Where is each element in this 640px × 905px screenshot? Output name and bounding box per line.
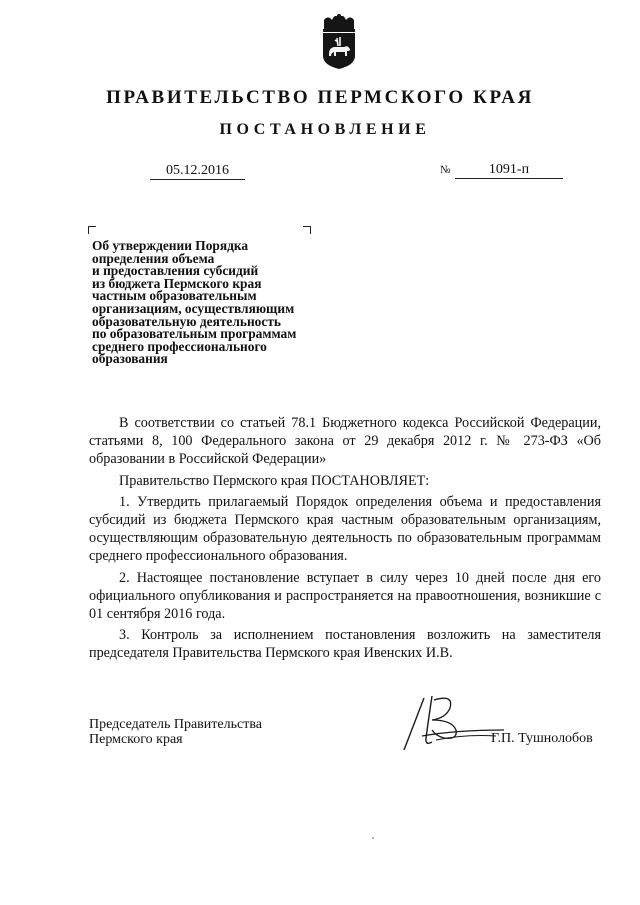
body-paragraph-item-2: 2. Настоящее постановление вступает в силу через 10 дней после дня его официального опубликования и распространяется на правоотношения, возникшие с 01 сентября 2016 года. — [89, 569, 601, 623]
signer-name: Г.П. Тушнолобов — [491, 731, 593, 746]
number-sign: № — [440, 164, 451, 176]
signer-position-line: Пермского края — [89, 732, 183, 747]
government-title: ПРАВИТЕЛЬСТВО ПЕРМСКОГО КРАЯ — [106, 87, 534, 108]
subject-line: частным образовательным — [92, 288, 257, 304]
coat-of-arms-icon — [318, 12, 360, 70]
signer-position — [89, 717, 262, 747]
scan-speck — [372, 837, 374, 839]
subject-line: образования — [92, 351, 168, 367]
subject-line: по образовательным программам — [92, 326, 297, 342]
document-number: 1091-п — [455, 162, 563, 179]
subject-line: среднего профессионального — [92, 338, 267, 354]
document-body — [89, 414, 601, 663]
subject-bracket-right — [303, 226, 311, 234]
body-paragraph-resolves: Правительство Пермского края ПОСТАНОВЛЯЕТ: — [119, 472, 430, 489]
body-paragraph-item-3: 3. Контроль за исполнением постановления возложить на заместителя председателя Правительства Пермского края Ивенских И.В. — [89, 627, 601, 662]
subject-line: организациям, осуществляющим — [92, 300, 295, 316]
subject-line: Об утверждении Порядка — [92, 238, 249, 253]
subject-line: из бюджета Пермского края — [92, 275, 262, 291]
body-paragraph-item-1: 1. Утвердить прилагаемый Порядок определения объема и предоставления субсидий из бюджета Пермского края частным образовательным организациям, осуществляющим образовательную деятельность по образовательным программам среднего профессионального образования. — [89, 493, 601, 565]
document-date: 05.12.2016 — [150, 163, 245, 180]
document-subject — [92, 240, 352, 366]
body-paragraph-preamble: В соответствии со статьей 78.1 Бюджетного кодекса Российской Федерации, статьями 8, 100 Федерального закона от 29 декабря 2012 г. № 273-ФЗ «Об образовании в Российской Федерации» — [89, 415, 601, 468]
subject-bracket-left — [88, 226, 96, 234]
subject-line: и предоставления субсидий — [92, 263, 259, 279]
subject-line: определения объема — [92, 250, 215, 266]
document-type: ПОСТАНОВЛЕНИЕ — [219, 121, 431, 138]
subject-line: образовательную деятельность — [92, 313, 281, 329]
handwritten-signature — [396, 690, 506, 752]
signer-position-line: Председатель Правительства — [89, 717, 262, 732]
